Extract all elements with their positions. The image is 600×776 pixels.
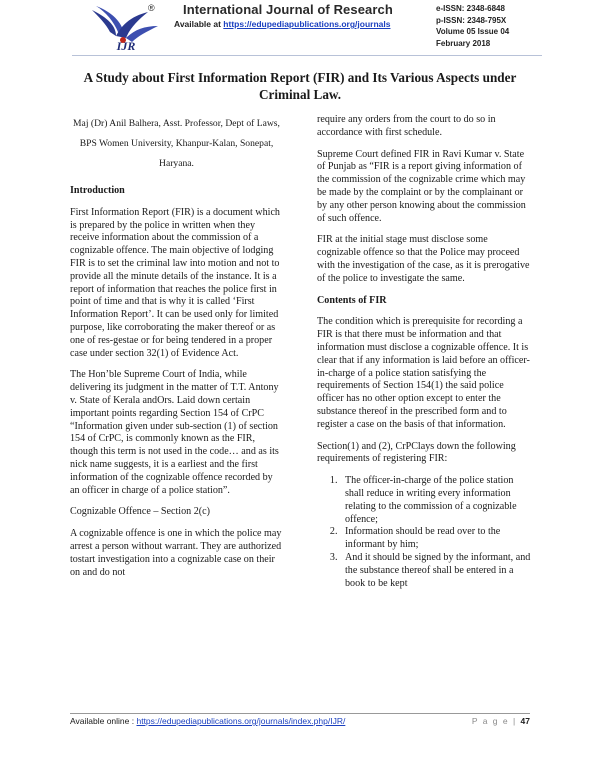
footer-divider: [70, 713, 530, 714]
available-at: Available at https://edupediapublications.org/journals: [174, 19, 391, 29]
e-issn: e-ISSN: 2348-6848: [436, 4, 505, 13]
journals-link[interactable]: https://edupediapublications.org/journals: [223, 19, 391, 29]
article-title: A Study about First Information Report (FIR) and Its Various Aspects under Criminal Law.: [83, 70, 517, 102]
initial-stage-paragraph: FIR at the initial stage must disclose some cognizable offence so that the Police may proceed with the investigation of the case, as it is prerogative of the police to investigate the same.: [317, 234, 530, 284]
author-affiliation: Maj (Dr) Anil Balhera, Asst. Professor, Dept of Laws, BPS Women University, Khanpur-Kalan, Sonepat, Haryana.: [73, 118, 280, 169]
volume-issue: Volume 05 Issue 04: [436, 27, 510, 36]
intro-paragraph-2: The Hon’ble Supreme Court of India, while delivering its judgment in the matter of T.T. Antony v. State of Kerala andOrs. Laid down certain important points regarding Section 154 of CrPC “Information given under sub-section (1) of section 154 of CrPC, is commonly known as the FIR, though this term is not used in the code… and as its nick name suggests, it is a earliest and the first information of the cognizable offence recorded by an officer in charge of a police station”.: [70, 369, 279, 496]
header-divider: [72, 55, 542, 56]
available-online-label: Available online :: [70, 716, 137, 726]
svg-text:IJR: IJR: [116, 39, 136, 52]
p-issn: p-ISSN: 2348-795X: [436, 15, 507, 25]
left-column: [70, 114, 283, 588]
contents-paragraph-1: The condition which is prerequisite for recording a FIR is that there must be information and that information must disclose a cognizable offence. It is clear that if any information is laid before an officer-in-charge of a police station satisfying the requirements of Section 154(1) the said police officer has no other option except to enter the substance thereof in the prescribed form and to register a case on the basis of that information.: [317, 316, 530, 430]
ijr-logo-icon: [86, 2, 166, 52]
list-item: 3. And it should be signed by the informant, and the substance thereof shall be entered in a book to be kept: [340, 552, 532, 590]
contents-heading: Contents of FIR: [317, 294, 387, 306]
issue-date: February 2018: [436, 38, 491, 48]
page-number: P a g e | 47: [471, 716, 530, 726]
cognizable-paragraph: A cognizable offence is one in which the police may arrest a person without warrant. They are authorized tostart investigation into a cognizable case on their on and do not: [70, 528, 282, 578]
issn-block: [436, 3, 509, 49]
ravi-kumar-paragraph: Supreme Court defined FIR in Ravi Kumar v. State of Punjab as “FIR is a report giving information of the commission of the cognizable crime which may be made by the complaint or by the complainant or by any other person knowing about the commission of such offence.: [317, 148, 526, 224]
svg-text:®: ®: [148, 3, 155, 13]
list-item: 2. Information should be read over to the informant by him;: [340, 526, 532, 552]
continued-paragraph: require any orders from the court to do so in accordance with first schedule.: [317, 114, 496, 138]
contents-paragraph-2: Section(1) and (2), CrPClays down the following requirements of registering FIR:: [317, 440, 516, 465]
page-footer: [70, 716, 530, 726]
journal-header: [0, 0, 600, 56]
footer-link[interactable]: https://edupediapublications.org/journals/index.php/IJR/: [136, 716, 346, 726]
cognizable-heading: Cognizable Offence – Section 2(c): [70, 506, 210, 518]
list-item: 1. The officer-in-charge of the police station shall reduce in writing every information relating to the commission of a cognizable offence;: [340, 475, 532, 526]
journal-title: International Journal of Research: [183, 2, 393, 17]
right-column: [317, 114, 532, 590]
introduction-heading: Introduction: [70, 185, 125, 196]
intro-paragraph-1: First Information Report (FIR) is a document which is prepared by the police in written when they receive information about the commission of a cognizable offence. The main objective of lodging FIR is to set the criminal law into motion and not to provide all the minute details of the instance. It is a report of information that reaches the police first in point of time and that is why it is called ‘First Information Report’. It can be used only for limited purpose, like corroborating the maker thereof or as one of res-gestae or for being tendered in a proper case under section 32(1) of Evidence Act.: [70, 206, 280, 359]
requirements-list: [317, 475, 532, 590]
